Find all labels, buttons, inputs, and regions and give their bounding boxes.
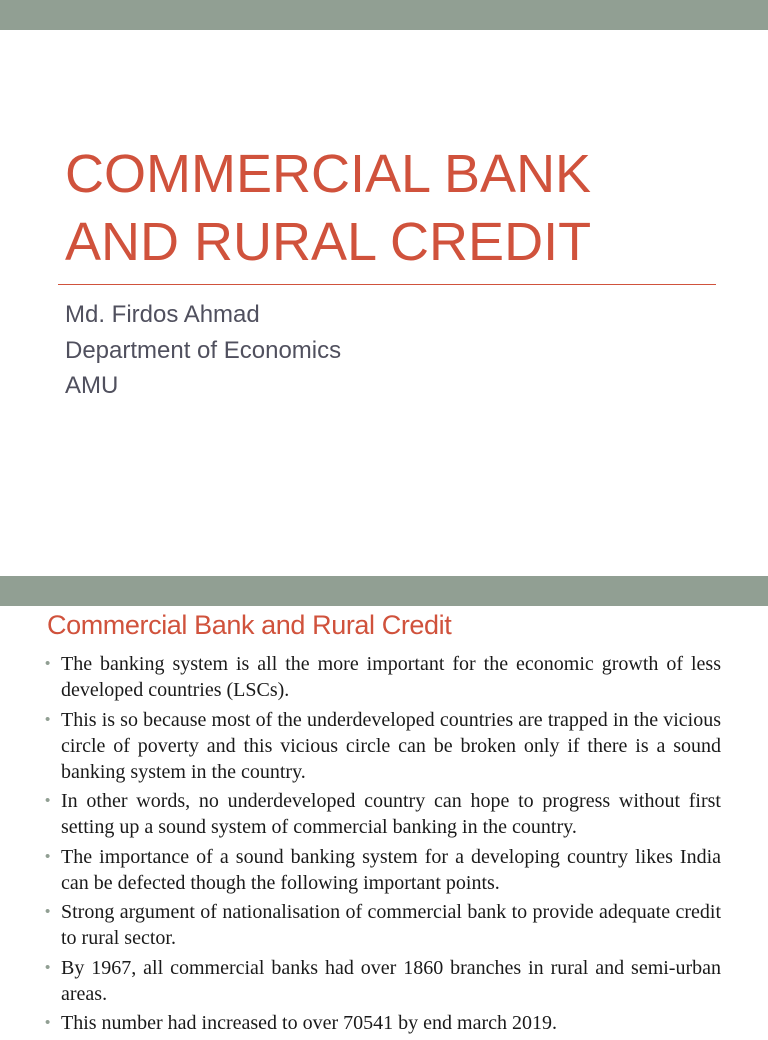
- bullet-text: The banking system is all the more important for the economic growth of less developed countries (LSCs).: [61, 653, 721, 701]
- content-slide-title: Commercial Bank and Rural Credit: [47, 610, 452, 640]
- bullet-icon: •: [45, 792, 51, 809]
- bullet-icon: •: [45, 710, 51, 728]
- bullet-item: [45, 899, 721, 951]
- bullet-item: [45, 844, 721, 896]
- bullet-text: The importance of a sound banking system for a developing country likes India can be defected though the following important points.: [61, 845, 721, 894]
- bullet-text: This number had increased to over 70541 by end march 2019.: [61, 1012, 557, 1034]
- bullet-item: [45, 651, 721, 703]
- bullet-icon: •: [45, 958, 51, 976]
- bullet-text: This is so because most of the underdeveloped countries are trapped in the vicious circle of poverty and this vicious circle can be broken only if there is a sound banking system in the country.: [61, 708, 721, 783]
- slide-header-band: [0, 0, 768, 30]
- bullet-list: [45, 651, 721, 1040]
- slide-title: COMMERCIAL BANK AND RURAL CREDIT: [65, 144, 592, 272]
- bullet-item: [45, 707, 721, 785]
- title-divider: [58, 284, 716, 285]
- slide-header-band: [0, 576, 768, 606]
- bullet-icon: •: [45, 1014, 51, 1031]
- author-name: Md. Firdos Ahmad: [65, 301, 260, 328]
- author-institution: AMU: [65, 372, 119, 399]
- bullet-icon: •: [45, 655, 51, 672]
- slide-subtitle: [65, 297, 341, 404]
- author-department: Department of Economics: [65, 336, 342, 364]
- bullet-item: [45, 788, 721, 840]
- bullet-icon: •: [45, 903, 51, 920]
- bullet-text: Strong argument of nationalisation of commercial bank to provide adequate credit to rural sector.: [61, 901, 721, 949]
- bullet-text: By 1967, all commercial banks had over 1860 branches in rural and semi-urban areas.: [61, 956, 721, 1005]
- bullet-item: [45, 955, 721, 1007]
- bullet-item: [45, 1010, 721, 1036]
- bullet-text: In other words, no underdeveloped country can hope to progress without first setting up a sound system of commercial banking in the country.: [61, 790, 721, 838]
- bullet-icon: •: [45, 847, 51, 865]
